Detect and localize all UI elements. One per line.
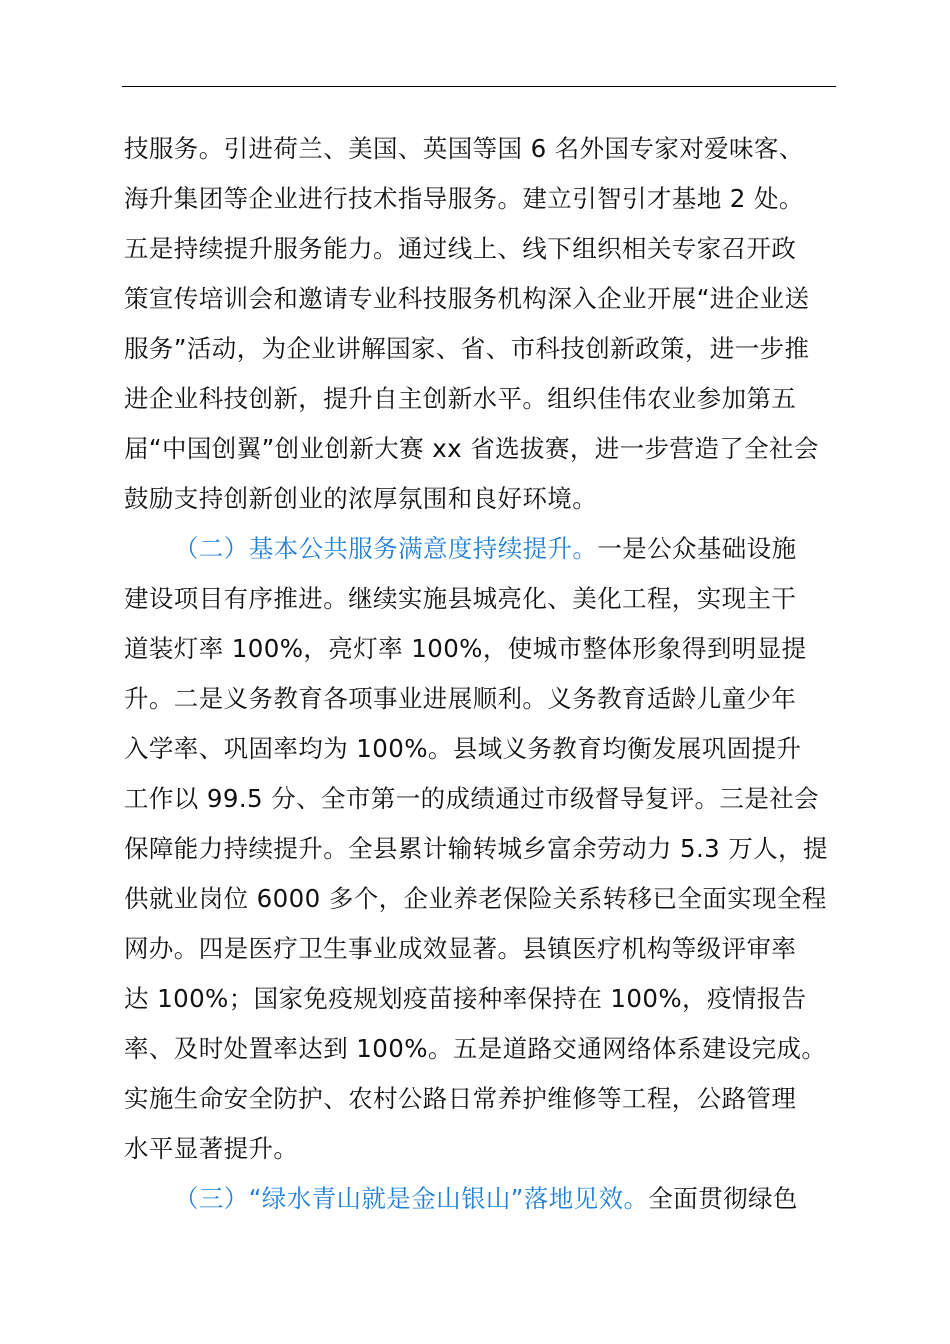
section-3-first-line-text: 全面贯彻绿色 — [648, 1184, 798, 1213]
text-line: 供就业岗位 6000 多个，企业养老保险关系转移已全面实现全程 — [124, 884, 827, 913]
section-2-first-line-text: 一是公众基础设施 — [597, 534, 797, 563]
text-line: 五是持续提升服务能力。通过线上、线下组织相关专家召开政 — [124, 234, 797, 263]
text-line: 海升集团等企业进行技术指导服务。建立引智引才基地 2 处。 — [124, 184, 804, 213]
text-line: 道装灯率 100%，亮灯率 100%，使城市整体形象得到明显提 — [124, 634, 807, 663]
text-line: 服务”活动，为企业讲解国家、省、市科技创新政策，进一步推 — [124, 334, 810, 363]
section-2-first-line — [124, 524, 844, 574]
section-3-heading: （三）“绿水青山就是金山银山”落地见效。 — [174, 1184, 649, 1213]
text-line: 网办。四是医疗卫生事业成效显著。县镇医疗机构等级评审率 — [124, 934, 797, 963]
text-line: 水平显著提升。 — [124, 1134, 299, 1163]
text-line: 升。二是义务教育各项事业进展顺利。义务教育适龄儿童少年 — [124, 684, 797, 713]
text-line: 保障能力持续提升。全县累计输转城乡富余劳动力 5.3 万人，提 — [124, 834, 828, 863]
text-line: 进企业科技创新，提升自主创新水平。组织佳伟农业参加第五 — [124, 384, 797, 413]
text-line: 达 100%；国家免疫规划疫苗接种率保持在 100%，疫情报告 — [124, 984, 807, 1013]
text-line: 鼓励支持创新创业的浓厚氛围和良好环境。 — [124, 484, 598, 513]
text-line: 届“中国创翼”创业创新大赛 xx 省选拔赛，进一步营造了全社会 — [124, 434, 819, 463]
section-2-heading: （二）基本公共服务满意度持续提升。 — [174, 534, 598, 563]
section-3-first-line — [124, 1174, 844, 1224]
text-line: 策宣传培训会和邀请专业科技服务机构深入企业开展“进企业送 — [124, 284, 810, 313]
text-line: 技服务。引进荷兰、美国、英国等国 6 名外国专家对爱味客、 — [124, 134, 804, 163]
text-line: 工作以 99.5 分、全市第一的成绩通过市级督导复评。三是社会 — [124, 784, 820, 813]
text-line: 率、及时处置率达到 100%。五是道路交通网络体系建设完成。 — [124, 1034, 827, 1063]
text-line: 建设项目有序推进。继续实施县城亮化、美化工程，实现主干 — [124, 584, 797, 613]
header-rule — [122, 86, 836, 87]
text-line: 实施生命安全防护、农村公路日常养护维修等工程，公路管理 — [124, 1084, 797, 1113]
document-body — [124, 124, 844, 1224]
text-line: 入学率、巩固率均为 100%。县域义务教育均衡发展巩固提升 — [124, 734, 802, 763]
